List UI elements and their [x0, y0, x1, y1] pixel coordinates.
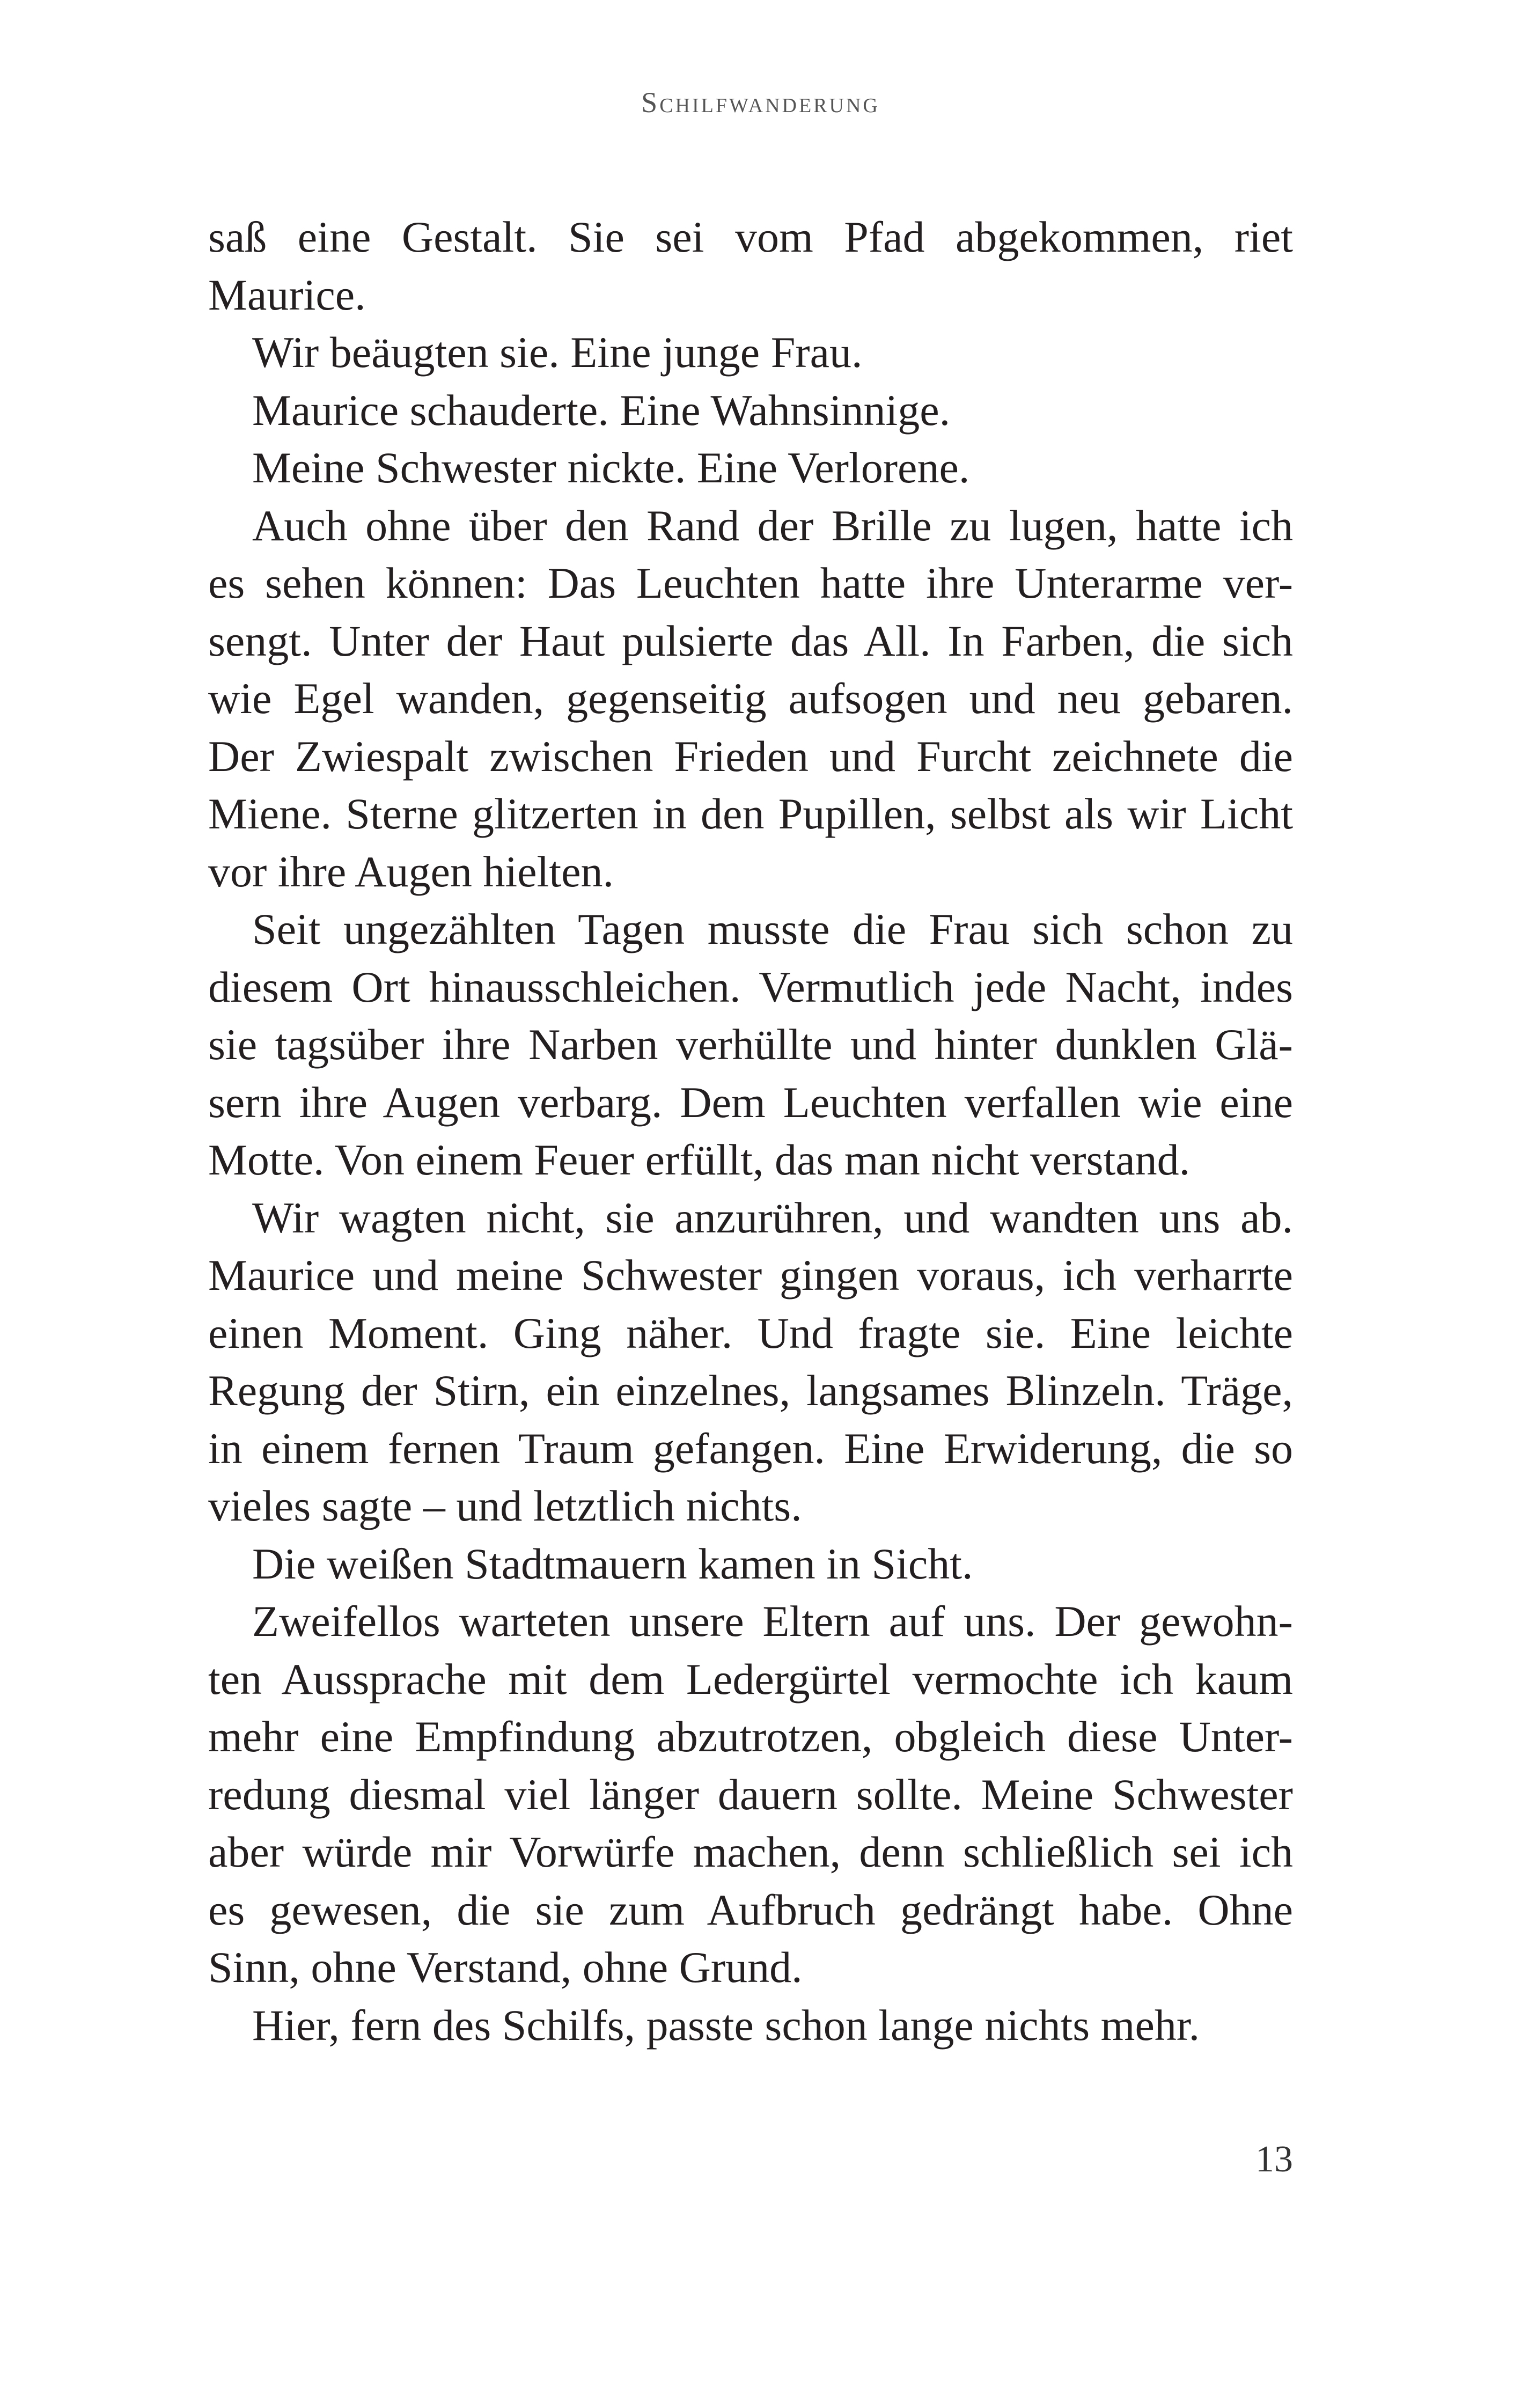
text-line: sie tagsüber ihre Narben verhüllte und hinter dunklen Glä- [208, 1020, 1293, 1069]
text-line: Maurice. [208, 270, 366, 319]
text-line: Regung der Stirn, ein einzelnes, langsames Blinzeln. Träge, [208, 1366, 1293, 1415]
text-line: Wir wagten nicht, sie anzurühren, und wandten uns ab. [252, 1193, 1293, 1242]
page-number: 13 [1255, 2139, 1293, 2180]
text-line: in einem fernen Traum gefangen. Eine Erwiderung, die so [208, 1423, 1293, 1473]
text-line: aber würde mir Vorwürfe machen, denn schließlich sei ich [208, 1827, 1293, 1876]
text-line: Seit ungezählten Tagen musste die Frau sich schon zu [252, 905, 1293, 953]
text-line: Maurice schauderte. Eine Wahnsinnige. [252, 385, 951, 435]
text-line: saß eine Gestalt. Sie sei vom Pfad abgekommen, riet [208, 212, 1293, 261]
text-line: Maurice und meine Schwester gingen voraus, ich verharrte [208, 1251, 1293, 1300]
text-line: mehr eine Empfindung abzutrotzen, obgleich diese Unter- [208, 1712, 1293, 1761]
text-line: es gewesen, die sie zum Aufbruch gedrängt habe. Ohne [208, 1885, 1293, 1934]
text-line: Miene. Sterne glitzerten in den Pupillen, selbst als wir Licht [208, 789, 1293, 838]
text-line: Sinn, ohne Verstand, ohne Grund. [208, 1943, 803, 1992]
text-line: vor ihre Augen hielten. [208, 847, 614, 896]
text-line: Hier, fern des Schilfs, passte schon lange nichts mehr. [252, 2000, 1200, 2050]
text-line: einen Moment. Ging näher. Und fragte sie. Eine leichte [208, 1308, 1293, 1357]
text-line: redung diesmal viel länger dauern sollte. Meine Schwester [208, 1770, 1293, 1819]
text-line: Auch ohne über den Rand der Brille zu lugen, hatte ich [252, 501, 1293, 550]
text-line: wie Egel wanden, gegenseitig aufsogen und neu gebaren. [208, 674, 1293, 723]
text-line: Meine Schwester nickte. Eine Verlorene. [252, 443, 970, 492]
text-line: Der Zwiespalt zwischen Frieden und Furcht zeichnete die [208, 731, 1293, 781]
running-header: Schilfwanderung [641, 86, 880, 119]
text-line: Motte. Von einem Feuer erfüllt, das man nicht verstand. [208, 1135, 1191, 1184]
text-line: Zweifellos warteten unsere Eltern auf uns. Der gewohn- [252, 1597, 1293, 1646]
text-line: ten Aussprache mit dem Ledergürtel vermochte ich kaum [208, 1654, 1293, 1704]
text-line: vieles sagte – und letztlich nichts. [208, 1481, 802, 1530]
text-line: Wir beäugten sie. Eine junge Frau. [252, 328, 863, 377]
text-line: diesem Ort hinausschleichen. Vermutlich jede Nacht, indes [208, 962, 1293, 1011]
text-line: sengt. Unter der Haut pulsierte das All. In Farben, die sich [208, 616, 1293, 665]
body-text [208, 208, 1293, 2054]
text-line: sern ihre Augen verbarg. Dem Leuchten verfallen wie eine [208, 1077, 1293, 1127]
text-line: es sehen können: Das Leuchten hatte ihre Unterarme ver- [208, 559, 1293, 607]
text-line: Die weißen Stadtmauern kamen in Sicht. [252, 1539, 973, 1588]
